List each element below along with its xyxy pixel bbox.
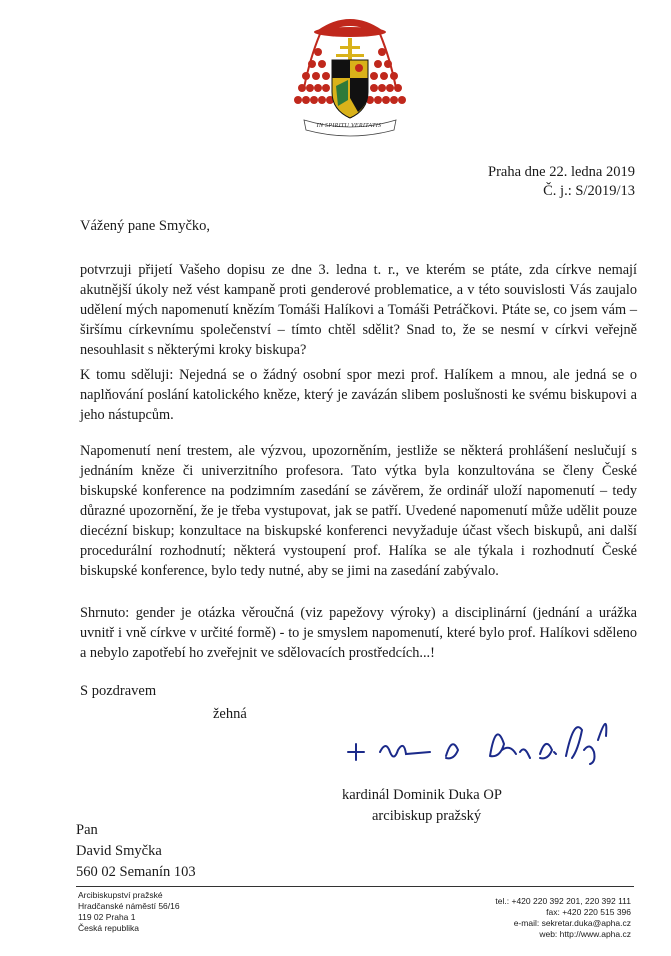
footer-web: web: http://www.apha.cz xyxy=(539,929,631,939)
signer-role: arcibiskup pražský xyxy=(372,808,482,824)
signature-block xyxy=(342,785,502,827)
addressee-name: David Smyčka xyxy=(76,843,162,859)
salutation: Vážený pane Smyčko, xyxy=(80,218,211,234)
paragraph-2: K tomu sděluji: Nejedná se o žádný osobní spor mezi prof. Halíkem a mnou, ale jedná se o naplňování poslání katolického kněze, který je zavázán slibem poslušnosti ke svému biskupovi a jeho nástupcům. xyxy=(80,367,637,423)
addressee-block xyxy=(76,820,196,883)
letter-header xyxy=(488,163,635,201)
footer-tel: tel.: +420 220 392 201, 220 392 111 xyxy=(495,896,631,906)
footer-divider xyxy=(76,886,634,887)
footer-city: 119 02 Praha 1 xyxy=(78,912,136,922)
closing: S pozdravem xyxy=(80,683,157,699)
footer-street: Hradčanské náměstí 56/16 xyxy=(78,901,180,911)
paragraph-4: Shrnuto: gender je otázka věroučná (viz papežovy výroky) a disciplinární (jednání a urážka uvnitř i vně církve v určité formě) - to je smyslem napomenutí, které bylo prof. Halíkovi sděleno a nebylo zapotřebí ho zveřejnit ve sdělovacích prostředcích...! xyxy=(80,605,637,661)
footer-contact xyxy=(495,896,631,940)
reference-number: Č. j.: S/2019/13 xyxy=(543,183,635,199)
place-date: Praha dne 22. ledna 2019 xyxy=(488,164,635,180)
footer-fax: fax: +420 220 515 396 xyxy=(546,907,631,917)
signer-name: kardinál Dominik Duka OP xyxy=(342,787,502,803)
blessing: žehná xyxy=(213,706,247,722)
footer-country: Česká republika xyxy=(78,923,139,933)
handwritten-signature xyxy=(340,700,620,770)
paragraph-3: Napomenutí není trestem, ale výzvou, upozorněním, jestliže se některá prohlášení neslučují s jednáním kněze či univerzitního profesora. Tato výtka byla konzultována se členy České biskupské konference na podzimním zasedání se závěrem, že ordinář uloží napomenutí – tedy důrazné upozornění, že je třeba vystupovat, jak se patří. Uvedené napomenutí může udělit pouze diecézní biskup; konzultace na biskupské konferenci nevyžaduje účast všech biskupů, ani další procedurální rozhodnutí; některá vystoupení prof. Halíka se ale týkala i rozhodnutí České biskupské konference, bylo tedy nutné, aby se jimi na zasedání zabývalo. xyxy=(80,443,637,579)
footer-org: Arcibiskupství pražské xyxy=(78,890,163,900)
footer-address xyxy=(78,890,180,934)
coat-of-arms-motto: IN SPIRITU VERITATIS xyxy=(316,123,382,129)
addressee-label: Pan xyxy=(76,822,98,838)
paragraph-1: potvrzuji přijetí Vašeho dopisu ze dne 3. ledna t. r., ve kterém se ptáte, zda církve nemají akutnější úkoly než vést kampaně proti genderové problematice, a v této souvislosti Vás zaujalo udělení mých napomenutí knězím Tomáši Halíkovi a Tomáši Petráčkovi. Ptáte se, co jsem vám – širšímu církevnímu společenství – tímto chtěl sdělit? Snad to, že se nesmí v církvi veřejně nesouhlasit s některými kroky biskupa? xyxy=(80,262,637,358)
footer-email: e-mail: sekretar.duka@apha.cz xyxy=(513,918,631,928)
addressee-address: 560 02 Semanín 103 xyxy=(76,864,196,880)
